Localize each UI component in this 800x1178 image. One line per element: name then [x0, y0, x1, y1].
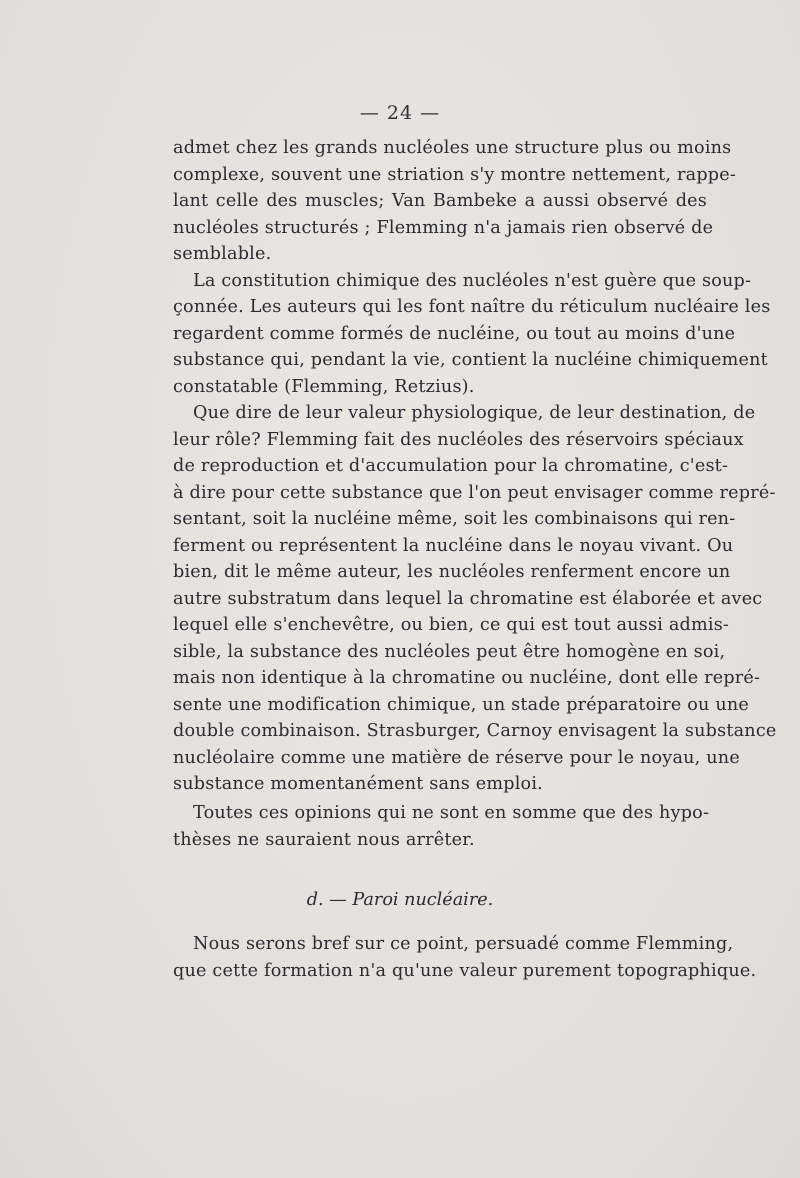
text-line: autre substratum dans lequel la chromatine est élaborée et avec	[173, 588, 763, 609]
text-line: nucléolaire comme une matière de réserve pour le noyau, une	[173, 747, 740, 768]
text-line: semblable.	[173, 244, 272, 264]
text-line: à dire pour cette substance que l'on peut envisager comme repré-	[173, 482, 776, 503]
text-line: lequel elle s'enchevêtre, ou bien, ce qui est tout aussi admis-	[173, 615, 730, 635]
text-line: Toutes ces opinions qui ne sont en somme que des hypo-	[193, 803, 710, 823]
text-line: çonnée. Les auteurs qui les font naître du réticulum nucléaire les	[173, 297, 771, 317]
text-line: sentant, soit la nucléine même, soit les combinaisons qui ren-	[173, 509, 736, 529]
text-line: thèses ne sauraient nous arrêter.	[173, 829, 475, 850]
text-line: de reproduction et d'accumulation pour la chromatine, c'est-	[173, 456, 729, 476]
text-line: lant celle des muscles; Van Bambeke a aussi observé des	[173, 191, 707, 211]
text-line: substance momentanément sans emploi.	[173, 774, 543, 794]
text-line: leur rôle? Flemming fait des nucléoles des réservoirs spéciaux	[173, 429, 744, 450]
text-line: mais non identique à la chromatine ou nucléine, dont elle repré-	[173, 668, 761, 688]
text-line: Nous serons bref sur ce point, persuadé comme Flemming,	[193, 934, 734, 954]
text-line: admet chez les grands nucléoles une structure plus ou moins	[173, 138, 732, 158]
section-heading: d. — Paroi nucléaire.	[306, 890, 494, 910]
text-line: nucléoles structurés ; Flemming n'a jamais rien observé de	[173, 217, 714, 238]
text-line: constatable (Flemming, Retzius).	[173, 376, 475, 397]
page-number: — 24 —	[359, 102, 441, 124]
text-line: double combinaison. Strasburger, Carnoy envisagent la substance	[173, 721, 777, 741]
text-line: bien, dit le même auteur, les nucléoles renferment encore un	[173, 562, 731, 582]
text-line: La constitution chimique des nucléoles n'est guère que soup-	[193, 270, 752, 291]
text-line: complexe, souvent une striation s'y montre nettement, rappe-	[173, 164, 736, 185]
text-line: regardent comme formés de nucléine, ou tout au moins d'une	[173, 323, 736, 344]
text-line: substance qui, pendant la vie, contient la nucléine chimiquement	[173, 350, 768, 370]
text-line: ferment ou représentent la nucléine dans le noyau vivant. Ou	[173, 535, 734, 556]
text-line: Que dire de leur valeur physiologique, de leur destination, de	[193, 403, 756, 423]
text-line: sible, la substance des nucléoles peut être homogène en soi,	[173, 641, 726, 662]
text-line: que cette formation n'a qu'une valeur purement topographique.	[173, 960, 757, 981]
text-line: sente une modification chimique, un stade préparatoire ou une	[173, 694, 750, 715]
